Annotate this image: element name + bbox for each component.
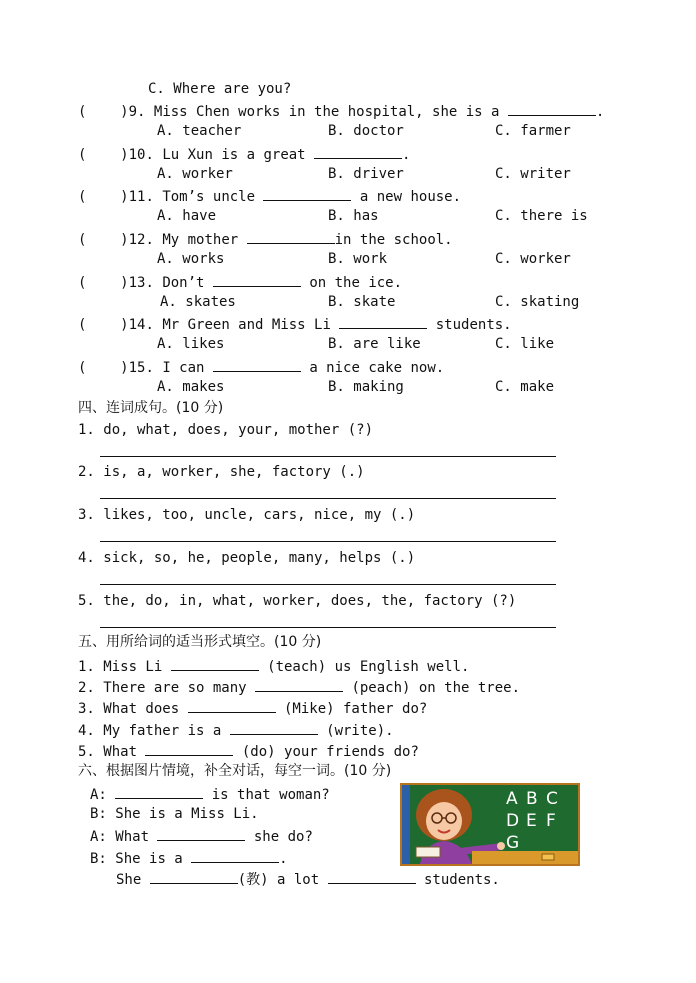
board-letter: C xyxy=(546,789,558,809)
option-b[interactable]: B. work xyxy=(328,251,388,267)
section-5-item: 5. What (do) your friends do? xyxy=(78,741,419,761)
question-number: )11. xyxy=(120,189,154,205)
option-b[interactable]: B. driver xyxy=(328,166,404,182)
question-stem xyxy=(78,229,453,249)
answer-paren[interactable]: ( xyxy=(78,189,121,205)
option-a[interactable]: A. skates xyxy=(160,294,236,310)
section-4-item: 4. sick, so, he, people, many, helps (.) xyxy=(78,550,416,566)
section-4-title: 四、连词成句。(10 分) xyxy=(78,400,224,416)
answer-line[interactable] xyxy=(100,498,556,499)
answer-paren[interactable]: ( xyxy=(78,147,121,163)
answer-line[interactable] xyxy=(100,627,556,628)
option-c[interactable]: C. skating xyxy=(495,294,580,310)
answer-paren[interactable]: ( xyxy=(78,232,121,248)
section-4-item: 1. do, what, does, your, mother (?) xyxy=(78,422,374,438)
dialogue-line: A: is that woman? xyxy=(90,784,330,804)
answer-line[interactable] xyxy=(100,541,556,542)
question-stem xyxy=(78,357,444,377)
question-stem xyxy=(78,272,402,292)
option-b[interactable]: B. has xyxy=(328,208,379,224)
question-number: )12. xyxy=(120,232,154,248)
section-5-item: 3. What does (Mike) father do? xyxy=(78,698,427,718)
fill-blank[interactable] xyxy=(188,698,276,713)
fill-blank[interactable] xyxy=(213,357,301,372)
question-text: Tom’s uncle xyxy=(162,189,264,205)
option-b[interactable]: B. skate xyxy=(328,294,396,310)
question-text-after: . xyxy=(402,147,411,163)
answer-line[interactable] xyxy=(100,456,556,457)
option-c[interactable]: C. farmer xyxy=(495,123,571,139)
board-letter: E xyxy=(526,811,537,831)
fill-blank[interactable] xyxy=(508,101,596,116)
question-text: Lu Xun is a great xyxy=(162,147,315,163)
q8-option-c: C. Where are you? xyxy=(148,81,292,97)
option-b[interactable]: B. are like xyxy=(328,336,421,352)
question-text-after: on the ice. xyxy=(300,275,403,291)
fill-blank[interactable] xyxy=(230,720,318,735)
dialogue-line: A: What she do? xyxy=(90,826,313,846)
dialogue-line: B: She is a Miss Li. xyxy=(90,806,259,822)
section-5-item: 1. Miss Li (teach) us English well. xyxy=(78,656,469,676)
option-a[interactable]: A. makes xyxy=(157,379,225,395)
question-text: I can xyxy=(162,360,213,376)
board-letter: G xyxy=(506,833,520,853)
fill-blank[interactable] xyxy=(145,741,233,756)
option-b[interactable]: B. doctor xyxy=(328,123,404,139)
teacher-picture xyxy=(400,783,580,866)
option-c[interactable]: C. make xyxy=(495,379,555,395)
question-stem xyxy=(78,314,512,334)
option-c[interactable]: C. there is xyxy=(495,208,588,224)
question-text-after: a nice cake now. xyxy=(300,360,445,376)
question-stem xyxy=(78,144,410,164)
fill-blank[interactable] xyxy=(191,848,279,863)
question-text: Miss Chen works in the hospital, she is a xyxy=(153,104,508,120)
fill-blank[interactable] xyxy=(171,656,259,671)
question-number: )9. xyxy=(120,104,146,120)
dialogue-line: B: She is a . xyxy=(90,848,288,868)
answer-paren[interactable]: ( xyxy=(78,104,121,120)
answer-paren[interactable]: ( xyxy=(78,317,121,333)
question-number: )13. xyxy=(120,275,154,291)
fill-blank[interactable] xyxy=(255,677,343,692)
section-4-item: 2. is, a, worker, she, factory (.) xyxy=(78,464,365,480)
option-b[interactable]: B. making xyxy=(328,379,404,395)
board-letter: A xyxy=(506,789,518,809)
option-a[interactable]: A. have xyxy=(157,208,217,224)
fill-blank[interactable] xyxy=(213,272,301,287)
board-letter: B xyxy=(526,789,538,809)
section-4-item: 3. likes, too, uncle, cars, nice, my (.) xyxy=(78,507,416,523)
answer-paren[interactable]: ( xyxy=(78,360,121,376)
question-number: )15. xyxy=(120,360,154,376)
question-text-after: a new house. xyxy=(351,189,462,205)
fill-blank[interactable] xyxy=(115,784,203,799)
option-c[interactable]: C. worker xyxy=(495,251,571,267)
question-text: Don’t xyxy=(162,275,213,291)
option-a[interactable]: A. teacher xyxy=(157,123,242,139)
answer-line[interactable] xyxy=(100,584,556,585)
fill-blank[interactable] xyxy=(263,186,351,201)
fill-blank[interactable] xyxy=(328,869,416,884)
option-a[interactable]: A. worker xyxy=(157,166,233,182)
question-text-after: in the school. xyxy=(334,232,453,248)
question-stem xyxy=(78,101,604,121)
section-4-item: 5. the, do, in, what, worker, does, the, factory (?) xyxy=(78,593,517,609)
question-text: Mr Green and Miss Li xyxy=(162,317,340,333)
option-c[interactable]: C. writer xyxy=(495,166,571,182)
fill-blank[interactable] xyxy=(157,826,245,841)
section-5-title: 五、用所给词的适当形式填空。(10 分) xyxy=(78,634,322,650)
section-5-item: 2. There are so many (peach) on the tree. xyxy=(78,677,520,697)
board-letter: D xyxy=(506,811,520,831)
fill-blank[interactable] xyxy=(150,869,238,884)
section-5-item: 4. My father is a (write). xyxy=(78,720,394,740)
question-text-after: students. xyxy=(427,317,512,333)
question-text-after: . xyxy=(595,104,605,120)
question-number: )14. xyxy=(120,317,154,333)
question-number: )10. xyxy=(120,147,154,163)
question-stem xyxy=(78,186,461,206)
fill-blank[interactable] xyxy=(247,229,335,244)
question-text: My mother xyxy=(162,232,247,248)
board-letter: F xyxy=(546,811,556,831)
section-6-title: 六、根据图片情境，补全对话，每空一词。(10 分) xyxy=(78,763,392,779)
dialogue-line: She (教) a lot students. xyxy=(116,869,500,889)
option-a[interactable]: A. likes xyxy=(157,336,225,352)
option-c[interactable]: C. like xyxy=(495,336,555,352)
fill-blank[interactable] xyxy=(314,144,402,159)
option-a[interactable]: A. works xyxy=(157,251,225,267)
fill-blank[interactable] xyxy=(339,314,427,329)
answer-paren[interactable]: ( xyxy=(78,275,121,291)
